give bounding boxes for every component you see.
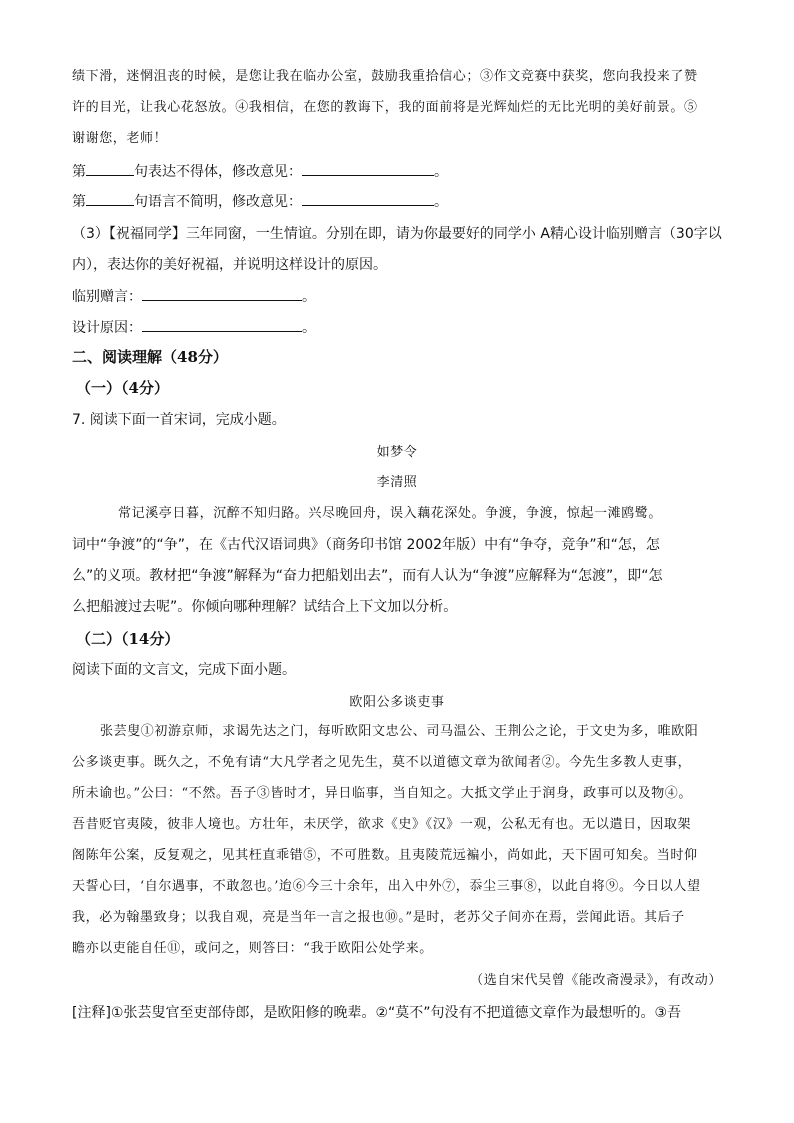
fill-improper-line xyxy=(72,162,448,181)
farewell-suffix: 。 xyxy=(302,289,316,305)
intro-line-3: 谢谢您，老师！ xyxy=(72,131,168,146)
fill-wordy-prefix: 第 xyxy=(72,194,86,210)
essay-title: 欧阳公多谈吏事 xyxy=(349,695,445,710)
q3-line-1: （3）【祝福同学】三年同窗，一生情谊。分别在即，请为你最要好的同学小 A精心设计临别赠言（30字以 xyxy=(72,226,722,242)
intro-line-1: 绩下滑，迷惘沮丧的时候，是您让我在临办公室，鼓励我重拾信心；③作文竞赛中获奖，您向我投来了赞 xyxy=(72,69,698,84)
reason-line xyxy=(72,318,316,337)
annotation-line: [注释]①张芸叟官至吏部侍郎，是欧阳修的晚辈。②“莫不”句没有不把道德文章作为最想听的。③吾 xyxy=(72,1005,682,1021)
reason-label: 设计原因： xyxy=(72,320,142,336)
fill-improper-prefix: 第 xyxy=(72,164,86,180)
essay-line-5: 阁陈年公案，反复观之，见其枉直乖错⑤，不可胜数。且夷陵荒远褊小，尚如此，天下固可知矣。当时仰 xyxy=(72,848,698,863)
q7-prompt: 7. 阅读下面一首宋词，完成小题。 xyxy=(72,412,286,428)
essay-line-6: 天誓心曰，‘自尔遇事，不敢忽也。’迨⑥今三十余年，出入中外⑦，忝尘三事⑧，以此自将⑨。今日以人望 xyxy=(72,879,701,894)
part2-heading: （二）（14分） xyxy=(76,630,180,648)
q7-line-3: 么把船渡过去呢”。你倾向哪种理解？试结合上下文加以分析。 xyxy=(72,599,458,615)
poem-text: 常记溪亭日暮，沉醉不知归路。兴尽晚回舟，误入藕花深处。争渡，争渡，惊起一滩鸥鹭。 xyxy=(118,506,663,521)
q7-line-2: 么”的义项。教材把“争渡”解释为“奋力把船划出去”，而有人认为“争渡”应解释为“怎渡”，即“怎 xyxy=(72,568,663,584)
section2-heading: 二、阅读理解（48分） xyxy=(72,348,228,366)
essay-line-4: 吾昔贬官夷陵，彼非人境也。方壮年，未厌学，欲求《史》《汉》一观，公私无有也。无以遣日，因取架 xyxy=(72,817,692,832)
q3-line-2: 内），表达你的美好祝福，并说明这样设计的原因。 xyxy=(72,257,387,273)
essay-line-3: 所未谕也。”公曰：“不然。吾子③皆时才，异日临事，当自知之。大抵文学止于润身，政事可以及物④。 xyxy=(72,786,692,801)
essay-source: （选自宋代吴曾《能改斋漫录》，有改动） xyxy=(470,973,722,988)
part1-heading: （一）（4分） xyxy=(76,379,169,397)
essay-line-8: 瞻亦以吏能自任⑪，或问之，则答曰：“我于欧阳公处学来。 xyxy=(72,941,433,956)
essay-line-2: 公多谈吏事。既久之，不免有请“大凡学者之见先生，莫不以道德文章为欲闻者②。今先生多教人吏事， xyxy=(72,755,692,770)
essay-line-1: 张芸叟①初游京师，求谒先达之门，每听欧阳文忠公、司马温公、王荆公之论，于文史为多，唯欧阳 xyxy=(100,724,699,739)
poem-title: 如梦令 xyxy=(376,445,418,460)
classical-prompt: 阅读下面的文言文，完成下面小题。 xyxy=(72,662,296,678)
reason-suffix: 。 xyxy=(302,320,316,336)
fill-improper-middle: 句表达不得体，修改意见： xyxy=(134,164,302,180)
fill-wordy-line xyxy=(72,192,448,211)
sentence-number-blank[interactable] xyxy=(86,192,134,206)
revision-blank[interactable] xyxy=(302,162,434,176)
sentence-number-blank[interactable] xyxy=(86,162,134,176)
q7-line-1: 词中“争渡”的“争”，在《古代汉语词典》（商务印书馆 2002年版）中有“争夺，竞争”和“怎，怎 xyxy=(72,537,660,553)
reason-blank[interactable] xyxy=(142,318,302,332)
revision-blank[interactable] xyxy=(302,192,434,206)
fill-wordy-suffix: 。 xyxy=(434,194,448,210)
farewell-label: 临别赠言： xyxy=(72,289,142,305)
intro-line-2: 许的目光，让我心花怒放。④我相信，在您的教诲下，我的面前将是光辉灿烂的无比光明的美好前景。⑤ xyxy=(72,100,698,115)
farewell-line xyxy=(72,287,316,306)
essay-line-7: 我，必为翰墨致身；以我自观，亮是当年一言之报也⑩。”是时，老苏父子间亦在焉，尝闻此语。其后子 xyxy=(72,910,685,925)
farewell-blank[interactable] xyxy=(142,287,302,301)
fill-wordy-middle: 句语言不简明，修改意见： xyxy=(134,194,302,210)
fill-improper-suffix: 。 xyxy=(434,164,448,180)
poem-author: 李清照 xyxy=(376,475,418,490)
